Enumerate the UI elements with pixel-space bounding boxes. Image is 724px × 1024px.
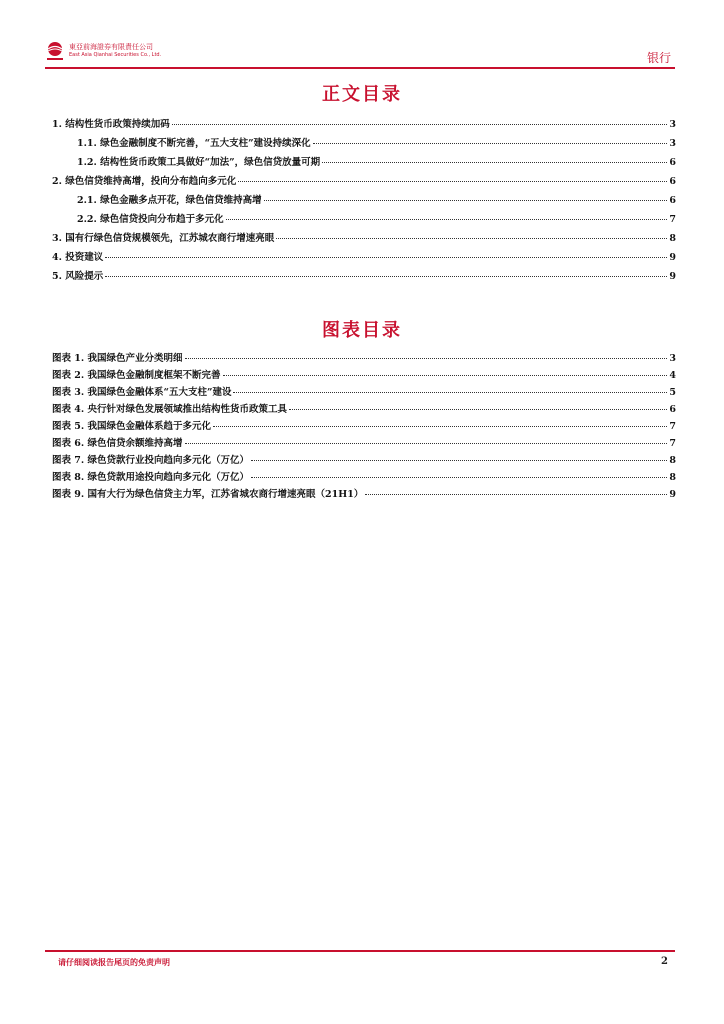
- figure-entry[interactable]: 图表 7. 绿色贷款行业投向趋向多元化（万亿） 8: [52, 455, 676, 466]
- toc-title: 正文目录: [322, 84, 402, 105]
- dot-leader: [264, 200, 668, 201]
- figure-entry[interactable]: 图表 3. 我国绿色金融体系“五大支柱”建设 5: [52, 387, 676, 398]
- figure-entry[interactable]: 图表 6. 绿色信贷余额维持高增 7: [52, 438, 676, 449]
- toc-entry[interactable]: 2. 绿色信贷维持高增，投向分布趋向多元化 6: [52, 176, 676, 187]
- page-header: [45, 40, 675, 70]
- dot-leader: [223, 375, 668, 376]
- company-logo-icon: [45, 40, 65, 62]
- figure-entry[interactable]: 图表 4. 央行针对绿色发展领域推出结构性货币政策工具 6: [52, 404, 676, 415]
- dot-leader: [238, 181, 667, 182]
- footer-disclaimer: 请仔细阅读报告尾页的免责声明: [58, 957, 170, 967]
- sector-label: 银行: [646, 51, 671, 65]
- page-number: 2: [661, 956, 668, 967]
- figure-entry[interactable]: 图表 8. 绿色贷款用途投向趋向多元化（万亿） 8: [52, 472, 676, 483]
- company-name-cn: 東亞前海證券有限責任公司: [69, 43, 153, 51]
- dot-leader: [226, 219, 668, 220]
- toc-entry[interactable]: 2.1. 绿色金融多点开花，绿色信贷维持高增 6: [77, 195, 676, 206]
- toc-entry[interactable]: 1. 结构性货币政策持续加码 3: [52, 119, 676, 130]
- dot-leader: [233, 392, 667, 393]
- dot-leader: [365, 494, 667, 495]
- dot-leader: [251, 460, 667, 461]
- toc-entry[interactable]: 5. 风险提示 9: [52, 271, 676, 282]
- dot-leader: [276, 238, 667, 239]
- footer-divider: [45, 950, 675, 952]
- toc-list: [52, 116, 676, 287]
- toc-entry[interactable]: 2.2. 绿色信贷投向分布趋于多元化 7: [77, 214, 676, 225]
- figure-entry[interactable]: 图表 1. 我国绿色产业分类明细 3: [52, 353, 676, 364]
- dot-leader: [105, 257, 667, 258]
- figure-entry[interactable]: 图表 5. 我国绿色金融体系趋于多元化 7: [52, 421, 676, 432]
- figure-entry[interactable]: 图表 2. 我国绿色金融制度框架不断完善 4: [52, 370, 676, 381]
- toc-entry[interactable]: 4. 投资建议 9: [52, 252, 676, 263]
- figures-list: [52, 350, 676, 503]
- toc-entry[interactable]: 3. 国有行绿色信贷规模领先，江苏城农商行增速亮眼 8: [52, 233, 676, 244]
- dot-leader: [322, 162, 667, 163]
- dot-leader: [172, 124, 668, 125]
- dot-leader: [185, 358, 668, 359]
- dot-leader: [313, 143, 668, 144]
- header-divider: [45, 67, 675, 69]
- dot-leader: [251, 477, 667, 478]
- dot-leader: [185, 443, 668, 444]
- dot-leader: [289, 409, 667, 410]
- dot-leader: [213, 426, 667, 427]
- dot-leader: [105, 276, 667, 277]
- company-name-en: East Asia Qianhai Securities Co., Ltd.: [69, 52, 162, 58]
- toc-entry[interactable]: 1.1. 绿色金融制度不断完善，“五大支柱”建设持续深化 3: [77, 138, 676, 149]
- figures-title: 图表目录: [322, 320, 402, 341]
- toc-entry[interactable]: 1.2. 结构性货币政策工具做好“加法”，绿色信贷放量可期 6: [77, 157, 676, 168]
- figure-entry[interactable]: 图表 9. 国有大行为绿色信贷主力军，江苏省城农商行增速亮眼（21H1） 9: [52, 489, 676, 500]
